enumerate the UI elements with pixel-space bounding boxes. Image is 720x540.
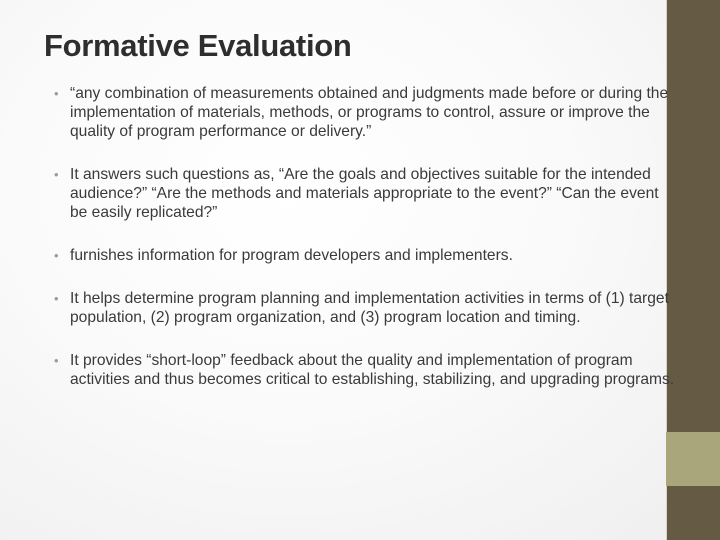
- bullet-item: [54, 246, 679, 265]
- bullet-item: [54, 289, 679, 327]
- bullet-icon: •: [54, 86, 59, 101]
- bullet-icon: •: [54, 353, 59, 368]
- slide-title: Formative Evaluation: [44, 28, 352, 63]
- bullet-item: [54, 165, 679, 222]
- bullet-icon: •: [54, 167, 59, 182]
- side-accent-block: [666, 432, 720, 486]
- bullet-item: [54, 351, 679, 389]
- bullet-text: It answers such questions as, “Are the goals and objectives suitable for the intended audience?” “Are the methods and materials appropriate to the event?” “Can the event be easily replicated?”: [70, 166, 659, 221]
- bullet-text: furnishes information for program developers and implementers.: [70, 247, 513, 264]
- bullet-text: It provides “short-loop” feedback about the quality and implementation of program activities and thus becomes critical to establishing, stabilizing, and upgrading programs.: [70, 352, 675, 388]
- bullet-item: [54, 84, 679, 141]
- bullet-icon: •: [54, 291, 59, 306]
- bullet-icon: •: [54, 248, 59, 263]
- bullet-list: [54, 84, 679, 389]
- bullet-text: It helps determine program planning and implementation activities in terms of (1) target population, (2) program organization, and (3) program location and timing.: [70, 290, 669, 326]
- bullet-text: “any combination of measurements obtained and judgments made before or during the implementation of materials, methods, or programs to control, assure or improve the quality of program performance or delivery.”: [70, 85, 669, 140]
